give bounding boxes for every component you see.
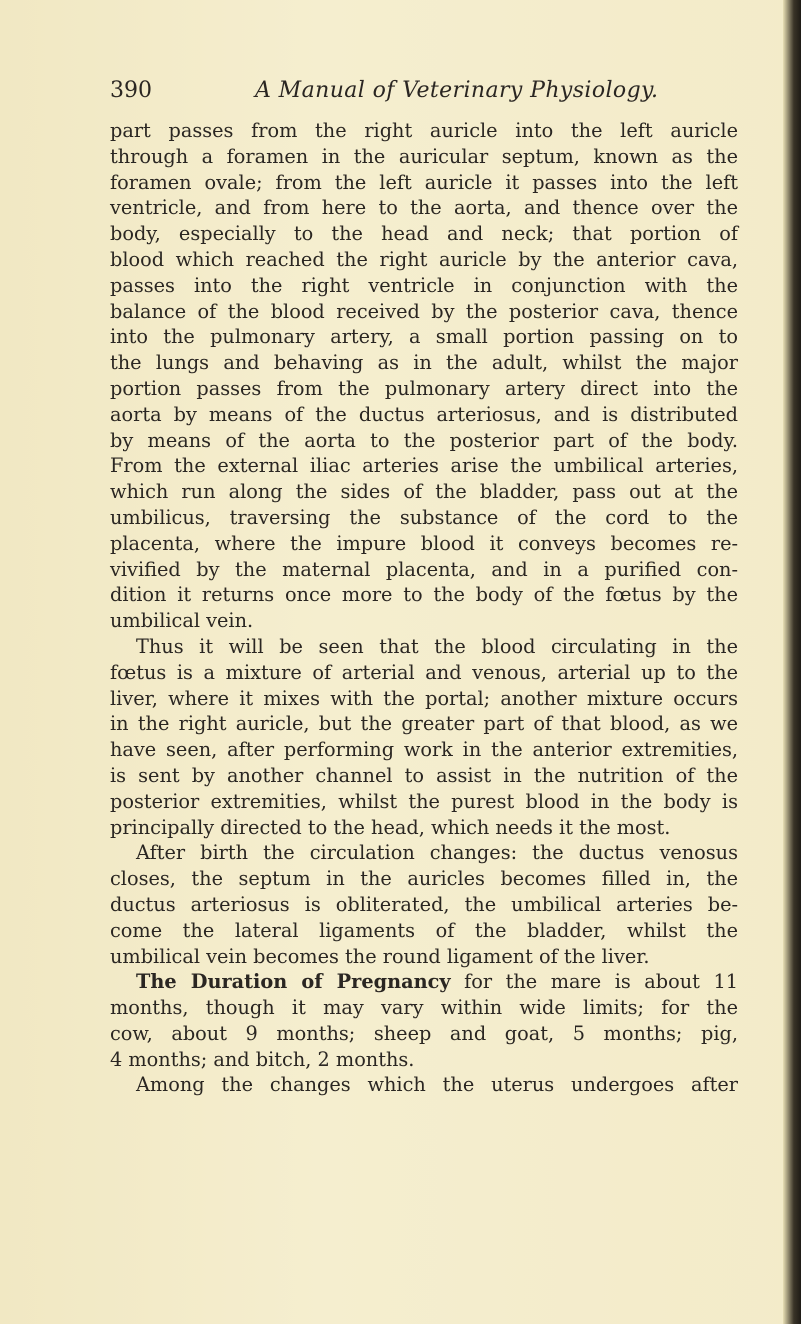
text-line: cow, about 9 months; sheep and goat, 5 months; pig, (110, 1021, 738, 1045)
text-line: 4 months; and bitch, 2 months. (110, 1047, 415, 1071)
text-line: From the external iliac arteries arise the umbilical arteries, (110, 454, 738, 478)
text-line: fœtus is a mixture of arterial and venous, arterial up to the (110, 660, 738, 684)
text-line: principally directed to the head, which needs it the most. (110, 815, 671, 839)
running-title: A Manual of Veterinary Physiology. (255, 78, 659, 103)
text-line: body, especially to the head and neck; that portion of (110, 222, 738, 246)
text-line: liver, where it mixes with the portal; another mixture occurs (110, 686, 738, 710)
text-line: through a foramen in the auricular septum, known as the (110, 144, 738, 168)
text-line: into the pulmonary artery, a small portion passing on to (110, 325, 738, 349)
text-line: passes into the right ventricle in conjunction with the (110, 273, 738, 297)
text-line: aorta by means of the ductus arteriosus, and is distributed (110, 402, 738, 426)
text-line: umbilical vein becomes the round ligament of the liver. (110, 944, 650, 968)
text-line: in the right auricle, but the greater part of that blood, as we (110, 712, 738, 736)
text-line: placenta, where the impure blood it conveys becomes re- (110, 531, 738, 555)
text-line: portion passes from the pulmonary artery direct into the (110, 376, 738, 400)
page-number: 390 (110, 78, 152, 103)
text-line: foramen ovale; from the left auricle it passes into the left (110, 170, 738, 194)
section-heading-duration-of-pregnancy: The Duration of Pregnancy (136, 970, 451, 994)
text-line: dition it returns once more to the body of the fœtus by the (110, 583, 738, 607)
text-line: posterior extremities, whilst the purest blood in the body is (110, 789, 738, 813)
text-line: which run along the sides of the bladder, pass out at the (110, 480, 738, 504)
text-line: vivified by the maternal placenta, and in a purified con- (110, 557, 738, 581)
page-edge-shadow (783, 0, 801, 1324)
text-line: blood which reached the right auricle by the anterior cava, (110, 247, 738, 271)
text-run: for the mare is about 11 (450, 970, 738, 994)
text-line: ventricle, and from here to the aorta, and thence over the (110, 196, 738, 220)
text-line: part passes from the right auricle into the left auricle (110, 119, 738, 142)
text-line: by means of the aorta to the posterior part of the body. (110, 428, 738, 452)
text-line: closes, the septum in the auricles becomes filled in, the (110, 867, 738, 891)
page-header (110, 76, 750, 116)
text-line: umbilicus, traversing the substance of the cord to the (110, 505, 738, 529)
text-line: have seen, after performing work in the anterior extremities, (110, 738, 738, 762)
text-line: months, though it may vary within wide limits; for the (110, 996, 738, 1020)
text-line: is sent by another channel to assist in the nutrition of the (110, 763, 738, 787)
text-line: the lungs and behaving as in the adult, whilst the major (110, 351, 738, 375)
text-line: Among the changes which the uterus undergoes after (136, 1073, 738, 1097)
text-line (110, 969, 738, 995)
text-line: balance of the blood received by the posterior cava, thence (110, 299, 738, 323)
body-text (110, 118, 738, 1098)
text-line: After birth the circulation changes: the ductus venosus (136, 841, 738, 865)
text-line: umbilical vein. (110, 609, 254, 633)
text-line: ductus arteriosus is obliterated, the umbilical arteries be- (110, 892, 738, 916)
text-line: come the lateral ligaments of the bladder, whilst the (110, 918, 738, 942)
text-line: Thus it will be seen that the blood circulating in the (136, 634, 738, 658)
